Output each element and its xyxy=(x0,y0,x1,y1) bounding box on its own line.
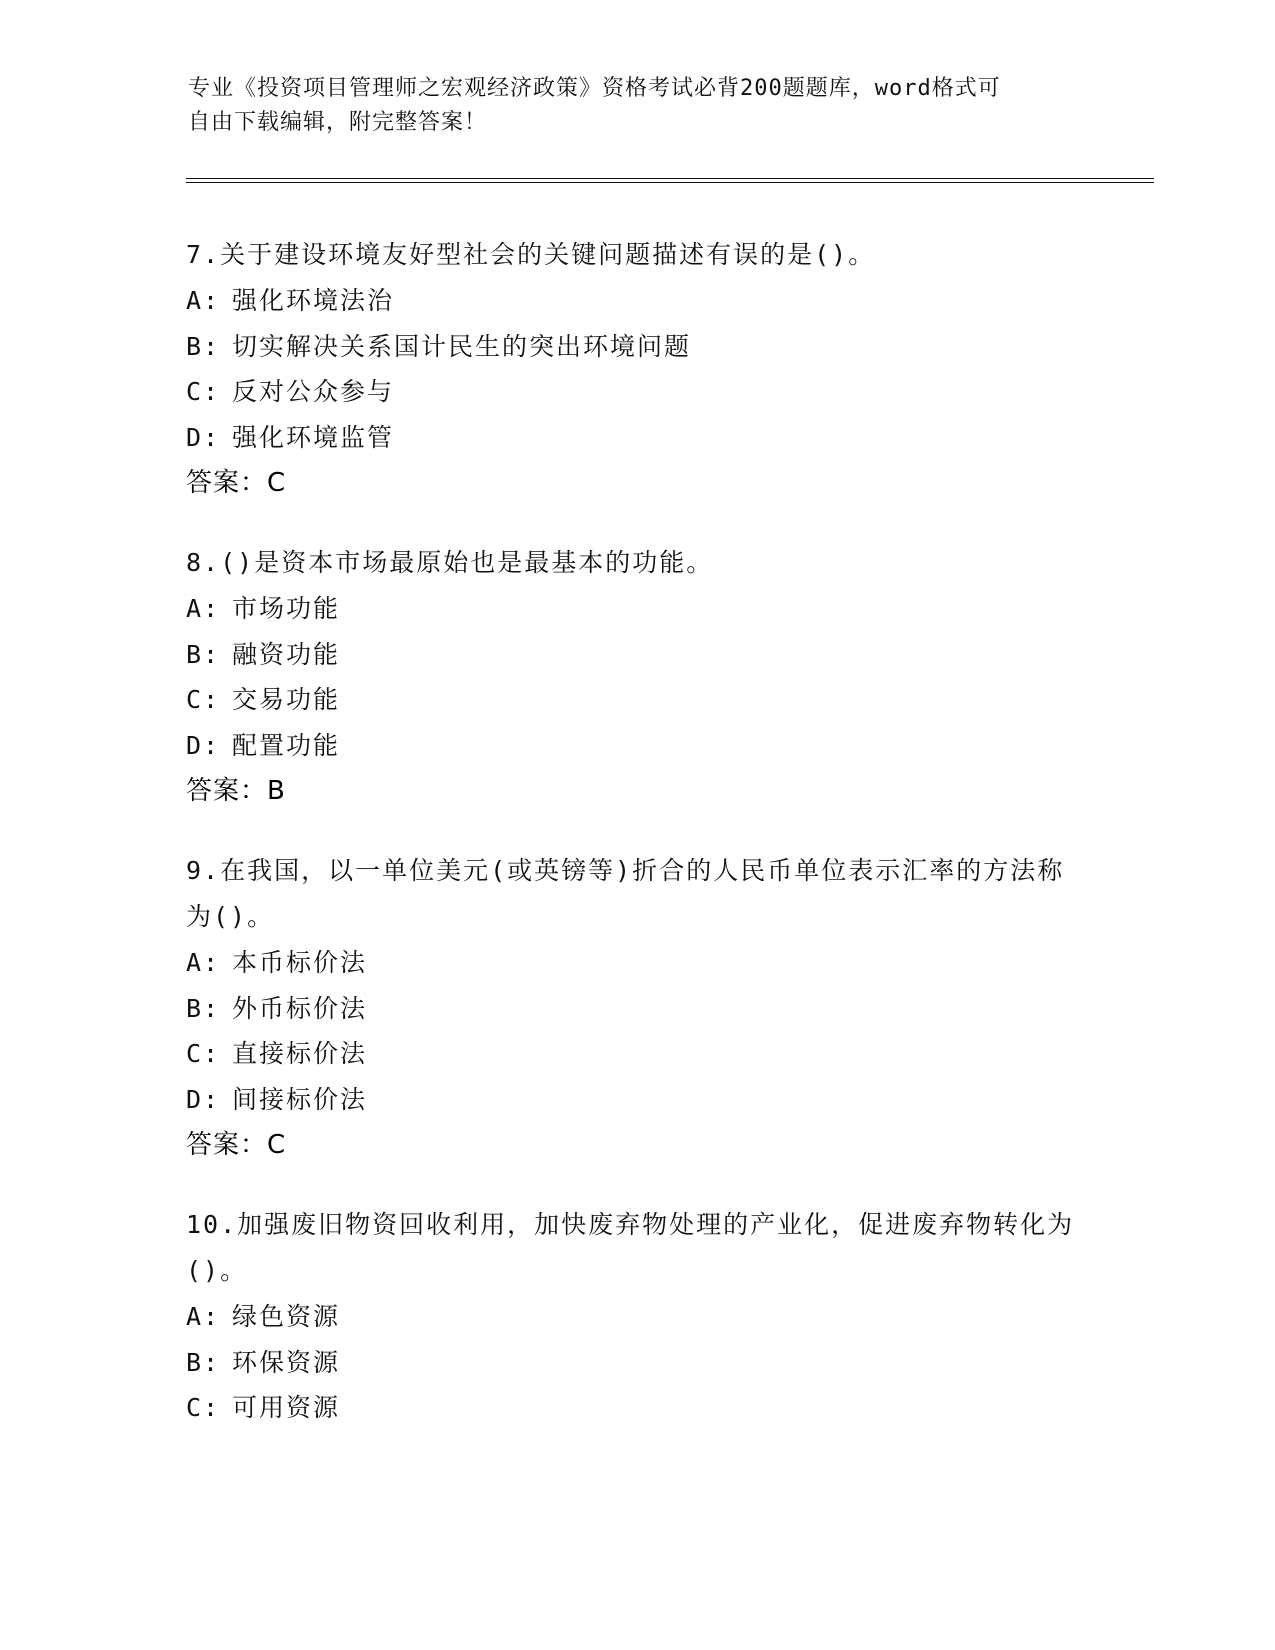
option-letter: B: xyxy=(186,639,221,669)
option-d xyxy=(186,415,1086,461)
question-10 xyxy=(186,1202,1086,1431)
option-a xyxy=(186,1294,1086,1340)
option-text: 配置功能 xyxy=(232,730,341,760)
option-letter: A: xyxy=(186,286,221,315)
option-text: 间接标价法 xyxy=(232,1084,368,1114)
option-letter: C: xyxy=(186,1039,221,1068)
answer-line: 答案：B xyxy=(186,776,286,806)
option-letter: A: xyxy=(186,948,221,977)
question-8 xyxy=(186,540,1086,814)
option-b xyxy=(186,1340,1086,1386)
option-text: 强化环境监管 xyxy=(232,422,395,452)
option-text: 市场功能 xyxy=(232,594,341,623)
option-text: 强化环境法治 xyxy=(232,286,395,315)
option-a xyxy=(186,278,1086,324)
option-text: 环保资源 xyxy=(232,1347,341,1377)
option-c xyxy=(186,1385,1086,1431)
option-c xyxy=(186,1031,1086,1077)
option-letter: A: xyxy=(186,1302,221,1331)
question-stem: 9.在我国，以一单位美元(或英镑等)折合的人民币单位表示汇率的方法称为()。 xyxy=(186,856,1065,931)
question-stem: 10.加强废旧物资回收利用，加快废弃物处理的产业化，促进废弃物转化为()。 xyxy=(186,1210,1075,1285)
option-text: 融资功能 xyxy=(232,639,341,669)
header-line-1: 专业《投资项目管理师之宏观经济政策》资格考试必背200题题库，word格式可 xyxy=(188,76,1001,101)
option-text: 直接标价法 xyxy=(232,1039,368,1068)
option-text: 交易功能 xyxy=(232,685,341,714)
option-letter: D: xyxy=(186,1084,221,1114)
option-text: 绿色资源 xyxy=(232,1302,341,1331)
option-text: 本币标价法 xyxy=(232,948,368,977)
option-b xyxy=(186,986,1086,1032)
header-line-2: 自由下载编辑，附完整答案！ xyxy=(188,110,488,135)
option-letter: A: xyxy=(186,594,221,623)
option-c xyxy=(186,369,1086,415)
header-divider xyxy=(186,178,1154,183)
option-d xyxy=(186,723,1086,769)
option-a xyxy=(186,940,1086,986)
option-d xyxy=(186,1077,1086,1123)
option-a xyxy=(186,586,1086,632)
option-text: 反对公众参与 xyxy=(232,377,395,406)
option-letter: B: xyxy=(186,331,221,361)
option-letter: C: xyxy=(186,1393,221,1422)
option-text: 外币标价法 xyxy=(232,993,368,1023)
question-7 xyxy=(186,232,1086,506)
option-b xyxy=(186,632,1086,678)
document-header xyxy=(188,72,1068,140)
option-b xyxy=(186,324,1086,370)
question-stem: 7.关于建设环境友好型社会的关键问题描述有误的是()。 xyxy=(186,240,876,269)
option-text: 可用资源 xyxy=(232,1393,341,1422)
option-c xyxy=(186,677,1086,723)
option-letter: D: xyxy=(186,422,221,452)
option-letter: C: xyxy=(186,377,221,406)
option-letter: C: xyxy=(186,685,221,714)
answer-line: 答案：C xyxy=(186,468,287,498)
question-stem: 8.()是资本市场最原始也是最基本的功能。 xyxy=(186,548,714,577)
option-letter: D: xyxy=(186,730,221,760)
question-9 xyxy=(186,848,1086,1168)
question-list xyxy=(186,232,1086,1465)
option-letter: B: xyxy=(186,993,221,1023)
option-text: 切实解决关系国计民生的突出环境问题 xyxy=(232,331,692,361)
option-letter: B: xyxy=(186,1347,221,1377)
answer-line: 答案：C xyxy=(186,1130,287,1160)
